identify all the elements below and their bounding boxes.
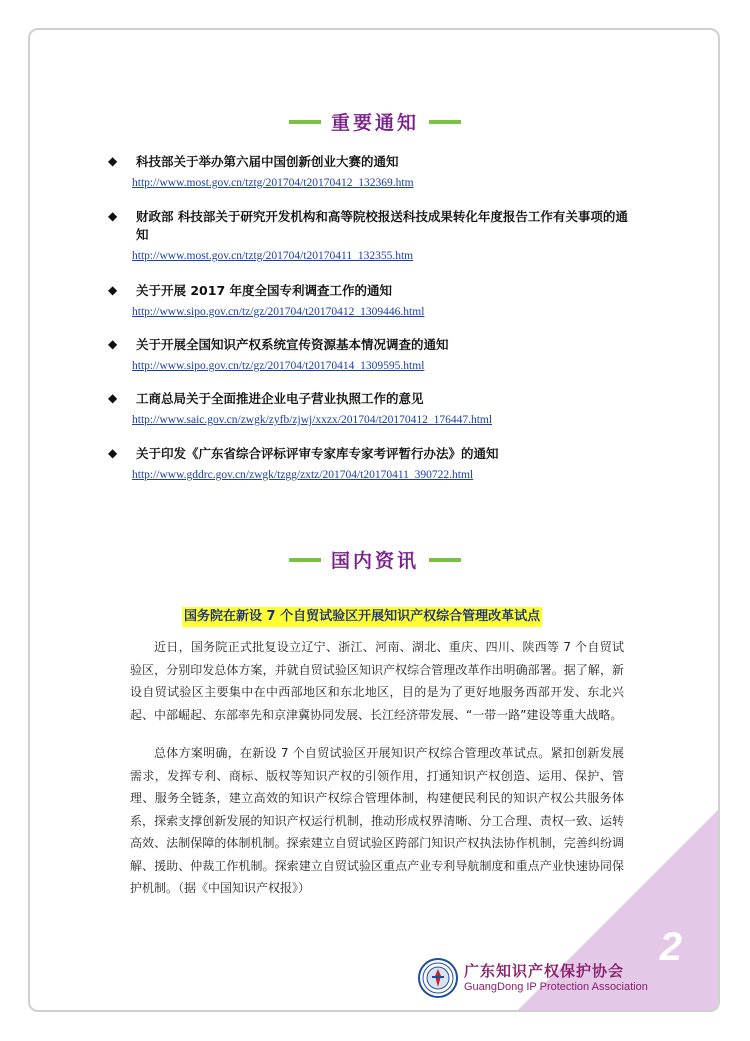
notice-link[interactable]: http://www.sipo.gov.cn/tz/gz/201704/t20170412_1309446.html — [132, 306, 425, 318]
article-paragraph: 近日，国务院正式批复设立辽宁、浙江、河南、湖北、重庆、四川、陕西等 7 个自贸试验区，分别印发总体方案，并就自贸试验区知识产权综合管理改革作出明确部署。据了解，新设自贸试验区主要集中在中西部地区和东北地区，目的是为了更好地服务西部开发、东北兴起、中部崛起、东部率先和京津冀协同发展、长江经济带发展、“一带一路”建设等重大战略。 — [130, 640, 624, 722]
diamond-bullet-icon: ◆ — [108, 446, 118, 460]
notice-link[interactable]: http://www.saic.gov.cn/zwgk/zyfb/zjwj/xxzx/201704/t20170412_176447.html — [132, 414, 493, 426]
section-title: 重要通知 — [330, 112, 419, 134]
notice-item — [108, 390, 493, 427]
notice-item — [108, 153, 414, 190]
article-title: 国务院在新设 7 个自贸试验区开展知识产权综合管理改革试点 — [182, 607, 542, 627]
notice-title: 关于开展 2017 年度全国专利调查工作的通知 — [136, 283, 392, 298]
notice-title: 关于开展全国知识产权系统宣传资源基本情况调查的通知 — [136, 337, 449, 352]
dash-right — [429, 558, 461, 562]
notice-link[interactable]: http://www.gddrc.gov.cn/zwgk/tzgg/zxtz/201704/t20170411_390722.html — [132, 469, 474, 481]
article-body — [130, 636, 624, 916]
notice-title: 工商总局关于全面推进企业电子营业执照工作的意见 — [136, 391, 424, 406]
seal-emblem-icon — [418, 958, 458, 998]
org-name-cn: 广东知识产权保护协会 — [464, 961, 625, 980]
diamond-bullet-icon: ◆ — [108, 209, 118, 223]
dash-left — [289, 558, 321, 562]
section-header-notices — [0, 108, 750, 135]
notice-link[interactable]: http://www.most.gov.cn/tztg/201704/t20170412_132369.htm — [132, 177, 414, 189]
notice-item — [108, 282, 425, 319]
section-title: 国内资讯 — [330, 550, 419, 572]
notice-link[interactable]: http://www.sipo.gov.cn/tz/gz/201704/t20170414_1309595.html — [132, 360, 425, 372]
section-header-news — [0, 546, 750, 573]
article-paragraph: 总体方案明确，在新设 7 个自贸试验区开展知识产权综合管理改革试点。紧扣创新发展需求，发挥专利、商标、版权等知识产权的引领作用，打通知识产权创造、运用、保护、管理、服务全链条，建立高效的知识产权综合管理体制，构建便民利民的知识产权公共服务体系，探索支撑创新发展的知识产权运行机制，推动形成权界清晰、分工合理、责权一致、运转高效、法制保障的体制机制。探索建立自贸试验区跨部门知识产权执法协作机制，完善纠纷调解、援助、仲裁工作机制。探索建立自贸试验区重点产业专利导航制度和重点产业快速协同保护机制。（据《中国知识产权报》） — [130, 746, 624, 895]
org-name-en: GuangDong IP Protection Association — [464, 980, 648, 993]
notice-item — [108, 336, 449, 373]
notice-item — [108, 208, 632, 263]
notice-item — [108, 445, 499, 482]
notice-title: 科技部关于举办第六届中国创新创业大赛的通知 — [136, 154, 399, 169]
dash-right — [429, 120, 461, 124]
org-logo — [418, 958, 648, 998]
diamond-bullet-icon: ◆ — [108, 154, 118, 168]
diamond-bullet-icon: ◆ — [108, 337, 118, 351]
org-name-block — [464, 962, 648, 995]
page-number: 2 — [659, 925, 682, 969]
diamond-bullet-icon: ◆ — [108, 283, 118, 297]
dash-left — [289, 120, 321, 124]
diamond-bullet-icon: ◆ — [108, 391, 118, 405]
notice-title: 财政部 科技部关于研究开发机构和高等院校报送科技成果转化年度报告工作有关事项的通知 — [136, 209, 628, 242]
notice-link[interactable]: http://www.most.gov.cn/tztg/201704/t20170411_132355.htm — [132, 250, 414, 262]
notice-title: 关于印发《广东省综合评标评审专家库专家考评暂行办法》的通知 — [136, 446, 499, 461]
